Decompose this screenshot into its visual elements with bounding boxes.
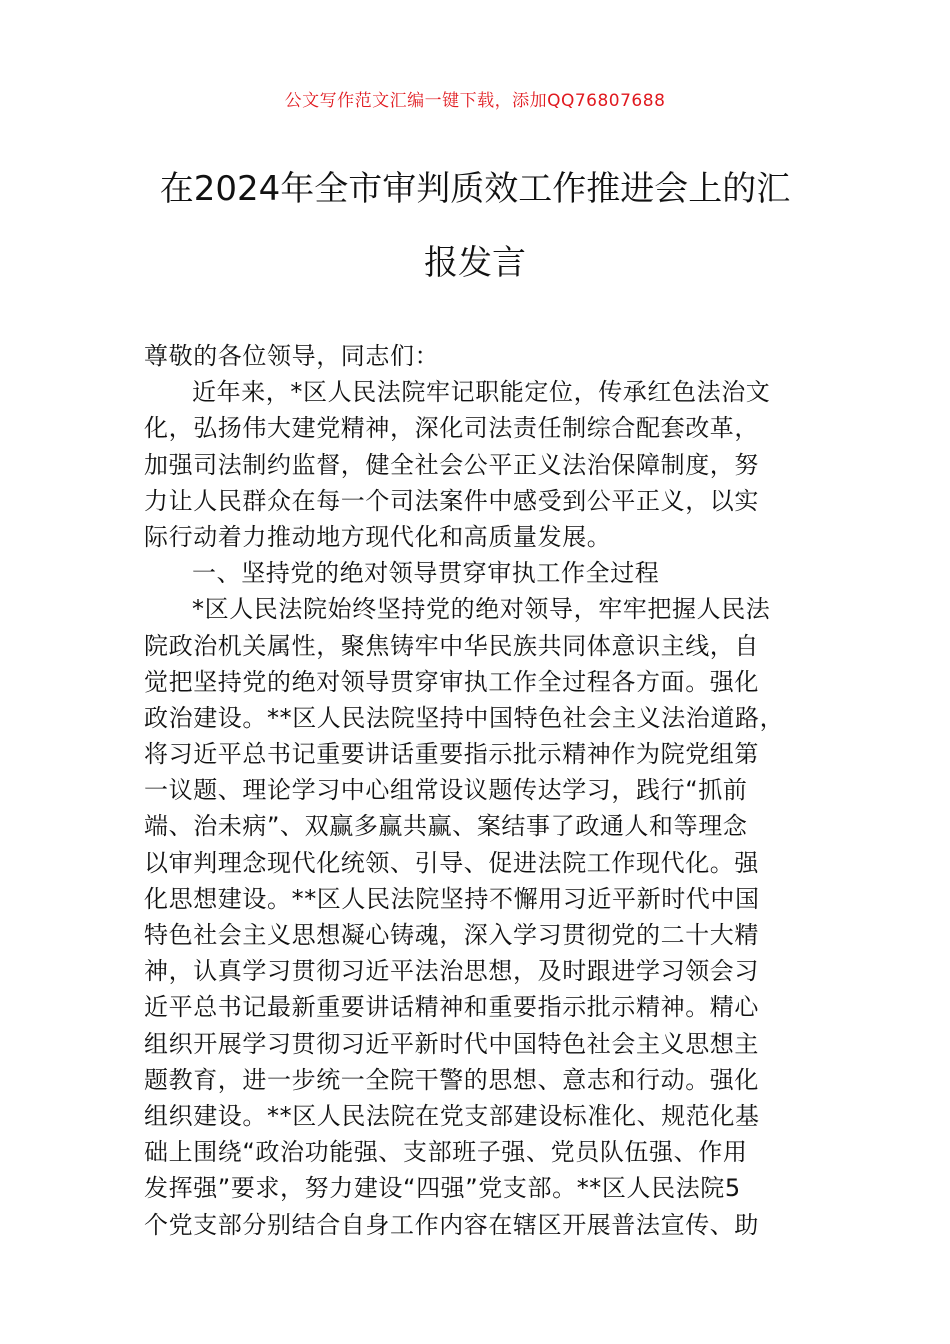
title-line-1: 在2024年全市审判质效工作推进会上的汇 xyxy=(159,169,791,209)
paragraph-line: 近年来，*区人民法院牢记职能定位，传承红色法治文 xyxy=(192,378,771,407)
paragraph-line: 加强司法制约监督，健全社会公平正义法治保障制度，努 xyxy=(144,450,759,479)
paragraph-line: 神，认真学习贯彻习近平法治思想，及时跟进学习领会习 xyxy=(144,957,759,986)
paragraph-line: 院政治机关属性，聚焦铸牢中华民族共同体意识主线，自 xyxy=(144,631,759,660)
title-line-2: 报发言 xyxy=(424,243,526,283)
page-title xyxy=(120,152,830,300)
section-heading: 一、坚持党的绝对领导贯穿审执工作全过程 xyxy=(192,559,660,588)
paragraph-line: 力让人民群众在每一个司法案件中感受到公平正义，以实 xyxy=(144,486,759,515)
paragraph-line: 政治建设。**区人民法院坚持中国特色社会主义法治道路， xyxy=(144,703,785,732)
paragraph-line: 特色社会主义思想凝心铸魂，深入学习贯彻党的二十大精 xyxy=(144,921,759,949)
paragraph-line: *区人民法院始终坚持党的绝对领导，牢牢把握人民法 xyxy=(192,595,771,624)
paragraph-line: 发挥强”要求，努力建设“四强”党支部。**区人民法院5 xyxy=(144,1174,741,1203)
salutation: 尊敬的各位领导，同志们： xyxy=(144,342,440,370)
paragraph-line: 题教育，进一步统一全院干警的思想、意志和行动。强化 xyxy=(144,1065,759,1094)
paragraph-line: 觉把坚持党的绝对领导贯穿审执工作全过程各方面。强化 xyxy=(144,667,759,696)
paragraph-line: 组织建设。**区人民法院在党支部建设标准化、规范化基 xyxy=(144,1101,760,1130)
promo-banner: 公文写作范文汇编一键下载，添加QQ76807688 xyxy=(284,91,666,111)
paragraph-line: 化思想建设。**区人民法院坚持不懈用习近平新时代中国 xyxy=(144,884,760,913)
document-body xyxy=(144,338,814,1243)
paragraph-line: 以审判理念现代化统领、引导、促进法院工作现代化。强 xyxy=(144,848,759,877)
paragraph-line: 将习近平总书记重要讲话重要指示批示精神作为院党组第 xyxy=(144,740,759,769)
paragraph-line: 端、治未病”、双赢多赢共赢、案结事了政通人和等理念 xyxy=(144,812,748,841)
paragraph-line: 际行动着力推动地方现代化和高质量发展。 xyxy=(144,522,612,551)
paragraph-line: 组织开展学习贯彻习近平新时代中国特色社会主义思想主 xyxy=(144,1029,759,1058)
paragraph-line: 础上围绕“政治功能强、支部班子强、党员队伍强、作用 xyxy=(144,1138,748,1167)
paragraph-line: 个党支部分别结合自身工作内容在辖区开展普法宣传、助 xyxy=(144,1210,759,1239)
paragraph-line: 化，弘扬伟大建党精神，深化司法责任制综合配套改革， xyxy=(144,414,759,443)
paragraph-line: 一议题、理论学习中心组常设议题传达学习，践行“抓前 xyxy=(144,776,748,805)
paragraph-line: 近平总书记最新重要讲话精神和重要指示批示精神。精心 xyxy=(144,993,759,1022)
